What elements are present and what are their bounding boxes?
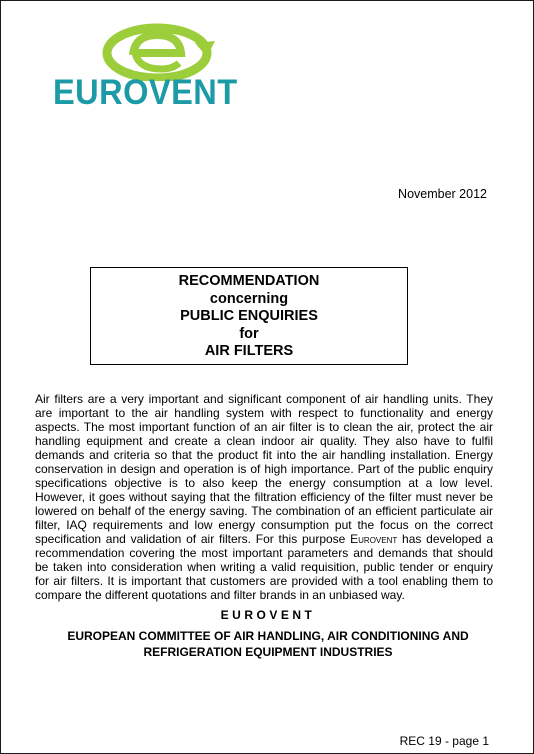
- eurovent-logo: [39, 21, 279, 113]
- title-line-1: RECOMMENDATION: [178, 273, 320, 289]
- title-line-5: AIR FILTERS: [204, 343, 294, 359]
- title-line-4: for: [239, 325, 259, 342]
- document-date: November 2012: [398, 187, 487, 201]
- page-footer: REC 19 - page 1: [399, 734, 489, 748]
- organization-line-1: EUROPEAN COMMITTEE OF AIR HANDLING, AIR CONDITIONING AND: [67, 629, 469, 643]
- body-part-1: Air filters are a very important and significant component of air handling units. They are important to the air handling system with respect to functionality and energy aspects. The most important function of an air filter is to clean the air, protect the air handling equipment and create a clean indoor air quality. They also have to fulfil demands and criteria so that the product fit into the air handling installation. Energy conservation in design and operation is of high importance. Part of the public enquiry specifications objective is to also keep the energy consumption at a low level. However, it goes without saying that the filtration efficiency of the filter must never be lowered on behalf of the energy saving. The combination of an efficient particulate air filter, IAQ requirements and low energy consumption put the focus on the correct specification and validation of air filters. For this purpose: [35, 392, 493, 546]
- organization-line-2: REFRIGERATION EQUIPMENT INDUSTRIES: [143, 645, 393, 659]
- e-arrow-logo-icon: [99, 21, 217, 81]
- organization-full-name: [1, 628, 534, 660]
- body-paragraph: [35, 392, 493, 602]
- organization-name: EUROVENT: [220, 608, 316, 622]
- body-brand: Eurovent: [350, 532, 398, 546]
- title-line-3: PUBLIC ENQUIRIES: [180, 308, 318, 324]
- logo-wordmark: EUROVENT: [53, 73, 238, 112]
- body-part-2: has developed a recommendation covering the most important parameters and demands that should be taken into consideration when writing a valid requisition, public tender or enquiry for air filters. It is important that customers are provided with a tool enabling them to compare the different quotations and filter brands in an unbiased way.: [35, 532, 494, 602]
- title-box: [90, 267, 408, 365]
- title-line-2: concerning: [209, 290, 289, 307]
